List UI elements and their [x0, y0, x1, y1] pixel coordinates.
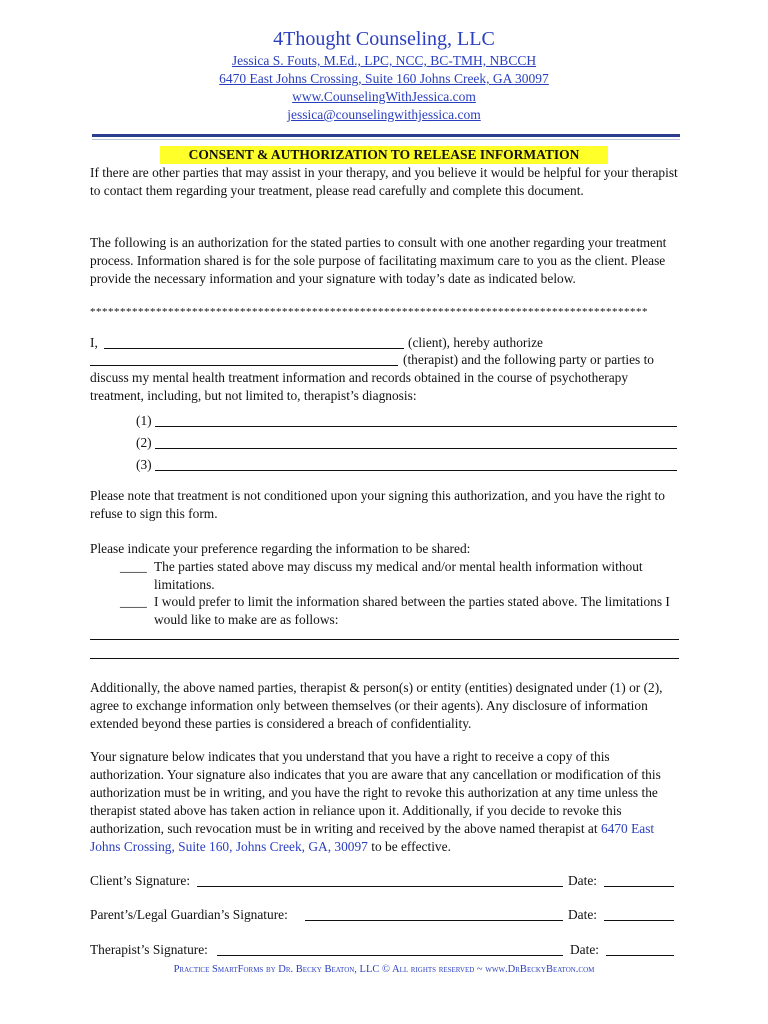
party-2-field[interactable] [155, 448, 677, 449]
party-3-label: (3) [136, 457, 152, 472]
option-1-text: The parties stated above may discuss my medical and/or mental health information without limitations. [154, 559, 643, 592]
form-title: CONSENT & AUTHORIZATION TO RELEASE INFORMATION [160, 146, 608, 164]
limitations-field-2[interactable] [90, 658, 679, 659]
guardian-signature-field[interactable] [305, 920, 563, 921]
therapist-name-field[interactable] [90, 365, 398, 366]
party-1-label: (1) [136, 413, 152, 428]
header-rule [92, 134, 680, 137]
party-3-field[interactable] [155, 470, 677, 471]
separator: ********************************************************************************************* [90, 306, 648, 318]
authorization-paragraph: The following is an authorization for the stated parties to consult with one another regarding your treatment process. Information shared is for the sole purpose of facilitating maximum care to you as the client. Please provide the necessary information and your signature with today’s date as indicated below. [90, 235, 667, 286]
option-1-checkbox[interactable]: ____ [120, 559, 147, 574]
additionally-paragraph: Additionally, the above named parties, therapist & person(s) or entity (entities) designated under (1) or (2), agree to exchange information only between themselves (or their agents). Any disclosure of information extended beyond these parties is considered a breach of confidentiality. [90, 680, 663, 731]
signature-text: Your signature below indicates that you understand that you have a right to receive a copy of this authorization. Your signature also indicates that you are aware that any cancellation or modification of this authorization must be in writing, and you have the right to revoke this authorization at any time unless the therapist stated above has taken action in reliance upon it. Additionally, if you decide to revoke this authorization, such revocation must be in writing and received by the above named therapist at [90, 749, 661, 836]
authorize-continuation: discuss my mental health treatment information and records obtained in the course of psychotherapy treatment, including, but not limited to, therapist’s diagnosis: [90, 370, 629, 403]
website-link[interactable]: www.CounselingWithJessica.com [292, 89, 476, 104]
guardian-date-label: Date: [568, 907, 597, 922]
therapist-suffix: (therapist) and the following party or parties to [403, 352, 655, 367]
party-2-label: (2) [136, 435, 152, 450]
signature-end: to be effective. [371, 839, 451, 854]
option-2-checkbox[interactable]: ____ [120, 594, 147, 609]
preference-prompt: Please indicate your preference regarding the information to be shared: [90, 541, 471, 556]
header-rule-thin [92, 139, 680, 140]
intro-paragraph: If there are other parties that may assist in your therapy, and you believe it would be helpful for your therapist to contact them regarding your treatment, please read carefully and complete this document. [90, 165, 678, 198]
note-paragraph: Please note that treatment is not conditioned upon your signing this authorization, and you have the right to refuse to sign this form. [90, 488, 665, 521]
authorize-prefix: I, [90, 335, 98, 350]
client-suffix: (client), hereby authorize [408, 335, 543, 350]
client-date-field[interactable] [604, 886, 674, 887]
email-link[interactable]: jessica@counselingwithjessica.com [287, 107, 481, 122]
therapist-date-label: Date: [570, 942, 599, 957]
client-date-label: Date: [568, 873, 597, 888]
therapist-signature-label: Therapist’s Signature: [90, 942, 208, 957]
client-signature-field[interactable] [197, 886, 563, 887]
client-signature-label: Client’s Signature: [90, 873, 191, 888]
guardian-signature-label: Parent’s/Legal Guardian’s Signature: [90, 907, 288, 922]
signature-paragraph [90, 748, 680, 856]
option-2-text: I would prefer to limit the information shared between the parties stated above. The limitations I would like to make are as follows: [154, 594, 670, 627]
signature-address: 6470 East Johns Crossing, Suite 160, Johns Creek, GA, 30097 [90, 821, 655, 854]
therapist-date-field[interactable] [606, 955, 674, 956]
clinic-address[interactable]: 6470 East Johns Crossing, Suite 160 Johns Creek, GA 30097 [219, 71, 549, 86]
clinician-name[interactable]: Jessica S. Fouts, M.Ed., LPC, NCC, BC-TMH, NBCCH [231, 53, 537, 68]
client-name-field[interactable] [104, 348, 404, 349]
company-name: 4Thought Counseling, LLC [273, 28, 495, 50]
party-1-field[interactable] [155, 426, 677, 427]
footer: Practice SmartForms by Dr. Becky Beaton, LLC © All rights reserved ~ www.DrBeckyBeaton.com [173, 964, 595, 975]
therapist-signature-field[interactable] [217, 955, 563, 956]
guardian-date-field[interactable] [604, 920, 674, 921]
limitations-field-1[interactable] [90, 639, 679, 640]
